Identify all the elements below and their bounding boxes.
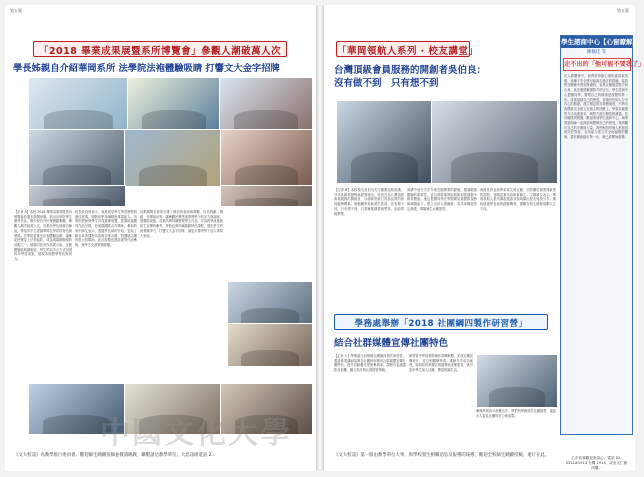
photo-workshop bbox=[476, 354, 558, 408]
section2-column-1: 【記者 C】學務處日前舉辦社團綱四製作研習營，邀請專業講師指導各社團幹部運用社群媒體宣傳社團特色，提升活動曝光度與參與率。課程內容涵蓋影音拍攝、圖文設計與社群經營策略。 bbox=[334, 354, 406, 373]
photo-booth-display bbox=[124, 129, 222, 187]
right-page bbox=[324, 5, 644, 471]
right-article-column-3: 會後吳伯良與學弟妹交流互動，回答關於創業與就業的提問，並贈送著作給與會師生。主辦單位表示，華岡領航人系列講座邀請各領域傑出校友返校分享，期盼透過學長姐的經驗傳承，激勵在校生積極規劃人生方向。 bbox=[480, 188, 556, 211]
left-article-column-2: 校長致詞時表示，成果展是學生學習歷程的最佳展現，期勉同學持續精進專業能力。各學院教師與學生共同籌備展覽，從場地規劃到作品呈現，皆展現團隊合作精神。參與的高中師生表示，透過學長姊的介紹，更能了解各系所課程內容與未來出路，對選填志願有很大的幫助。此次展覽也邀請業界代表參與，與學生交流實務經驗。 bbox=[75, 210, 137, 247]
sidebar-author: 陳佩佳 等 bbox=[587, 50, 606, 55]
left-article-column-3: 活動期間各系所安排了精彩的表演與導覽，包括戲劇、舞蹈、音樂演出等，讓參觀民眾感受華岡學子的活力與創意。展覽結束後，各系所將持續整理學生作品，作為教學改進與招生宣傳的參考。學校也將持續推動特色課程，強化學生的就業競爭力，打響文大金字招牌，讓更多優秀學子加入華岡大家庭。 bbox=[140, 210, 223, 238]
left-page-footer: 《文大校訊》為教學推行委員會、歡迎師生踴躍投稿並敬請賜教，聯繫請洽教學單位、大息訊組電話 2... bbox=[14, 453, 216, 458]
photo-law-robes bbox=[219, 77, 313, 131]
right-page-number: 第五版 bbox=[617, 8, 629, 13]
photo-dignitaries bbox=[220, 129, 313, 187]
photo-crowd-strip bbox=[28, 185, 126, 207]
right-article-column-2: 演講中他分享多年來在服務業的經驗，強調顧客體驗的重要性，並以實際案例說明如何從細節中創造價值。他也提醒同學在學期間培養國際視野與溝通能力，建立良好人際網絡，為未來職涯奠定基礎，現場師生反應熱烈。 bbox=[407, 188, 477, 211]
photo-exhibition-hall bbox=[28, 129, 126, 187]
photo-speaker-award bbox=[431, 100, 558, 184]
left-headline-banner bbox=[33, 41, 287, 57]
center-gutter bbox=[316, 5, 324, 471]
photo-booth-visitors bbox=[127, 77, 221, 131]
left-headline-text: 「2018 畢業成果展暨系所博覽會」參觀人潮破萬人次 bbox=[38, 46, 282, 57]
photo-students-posing bbox=[28, 77, 129, 131]
photo-speaker-podium bbox=[336, 100, 433, 184]
right-subheadline-line-1: 台灣頂級會員服務的開創者吳伯良： bbox=[334, 65, 487, 76]
right-subheadline-line-2: 沒有做不到 只有想不到 bbox=[334, 78, 439, 89]
section2-subheadline: 結合社群媒體宣傳社團特色 bbox=[334, 338, 449, 349]
section2-column-2: 研習營中學員實際操作剪輯軟體，完成社團宣傳短片，並互相觀摩學習。講師分享成功案例，說明如何掌握社群趨勢與受眾需求，吸引更多學生加入社團，豐富校園生活。 bbox=[409, 354, 473, 373]
right-headline-banner bbox=[336, 41, 479, 57]
right-article-column-1: 【記者 B】本校校友吳伯良先生應邀返校演講，分享其創業歷程與經營理念。吳伯良為台灣頂級會員服務的開創者，以創新思維打造高品質的會員服務體系。他勉勵學弟妹勇於嘗試，沒有做不到，只有想不到，只要懷抱熱情與堅持，必能實現夢想。 bbox=[334, 188, 404, 216]
sidebar-title: 學生諮商中心【心窗瞭解】 bbox=[561, 38, 639, 46]
sidebar-header bbox=[561, 36, 639, 48]
photo-demonstration bbox=[227, 323, 313, 367]
watermark: 中國文化大學 bbox=[100, 416, 292, 451]
section2-banner-text: 學務處舉辦「2018 社團綱四製作研習營」 bbox=[354, 319, 528, 329]
section2-banner bbox=[334, 314, 548, 330]
sidebar-body-text: 在人際關係中，我們常常擔心被拒絕或被放棄，這種不安全感可能源自過去的經驗。當我們在關係中感到焦慮時，容易反覆確認對方的心意，甚至過度解讀對方的言行。學生諮商中心提醒同學，覺察自己的情緒是改變的第一步。試著接納自己的感受，並與信任的人分享內心的擔憂。建立穩定的自我價值感，不將自我價值完全建立在他人的回應上。學習以健康的方式表達需求，與對方進行開放的溝通。若持續感到困擾，歡迎來到學生諮商中心，與專業諮商師一起探索與整理自己的感受，找到屬於自己的平衡與力量。我們相信每個人都值得被好好對待，也有能力建立安全而溫暖的關係。當你願意踏出第一步，就已經開始改變。 bbox=[564, 74, 628, 140]
sidebar-feature-title: 走不出的「他可能不要我了」 bbox=[563, 58, 631, 71]
left-page-number: 第五版 bbox=[10, 8, 22, 13]
section2-column-3: 參與學員表示收穫良多，將把所學應用於社團經營，讓更多人看見社團的努力與成果。 bbox=[476, 409, 556, 418]
right-page-footer: 《文大校訊》第一版由教學單位大事，與學校發生相關消息及報導的報導，歡迎全校師生踴躍投稿，連行在此。 bbox=[334, 453, 550, 458]
left-subheadline: 學長姊親自介紹華岡系所 法學院法袍體驗吸睛 打響文大金字招牌 bbox=[13, 63, 280, 74]
right-headline-text: 「華岡領航人系列 ‧ 校友講堂」 bbox=[337, 46, 479, 57]
sidebar-contact: 心中有事歡迎來談心，電話 02-0311#1913 分機 1913，或至大仁館四樓。 bbox=[565, 456, 628, 470]
photo-visitors-tour bbox=[227, 281, 313, 325]
left-page bbox=[5, 5, 316, 471]
left-article-column-1: 【記者 A】本校 2018 畢業成果展暨系所博覽會於週末熱鬧登場，展出各學院學生優秀作品，吸引校內外民眾踴躍參觀，參觀人潮突破萬人次。各系所學長姊親自解說，帶領高中生認識華岡各學系的特色與發展。法學院更推出法袍體驗活動，讓參訪民眾穿上法袍留影，成為現場最吸睛的活動之一。展場另設有作品展示區、互動體驗區與講座區，學生們以多元方式呈現四年學習成果，展現本校教學特色與實力。 bbox=[14, 210, 72, 262]
counseling-sidebar bbox=[560, 35, 644, 470]
photo-group-strip bbox=[220, 185, 313, 207]
